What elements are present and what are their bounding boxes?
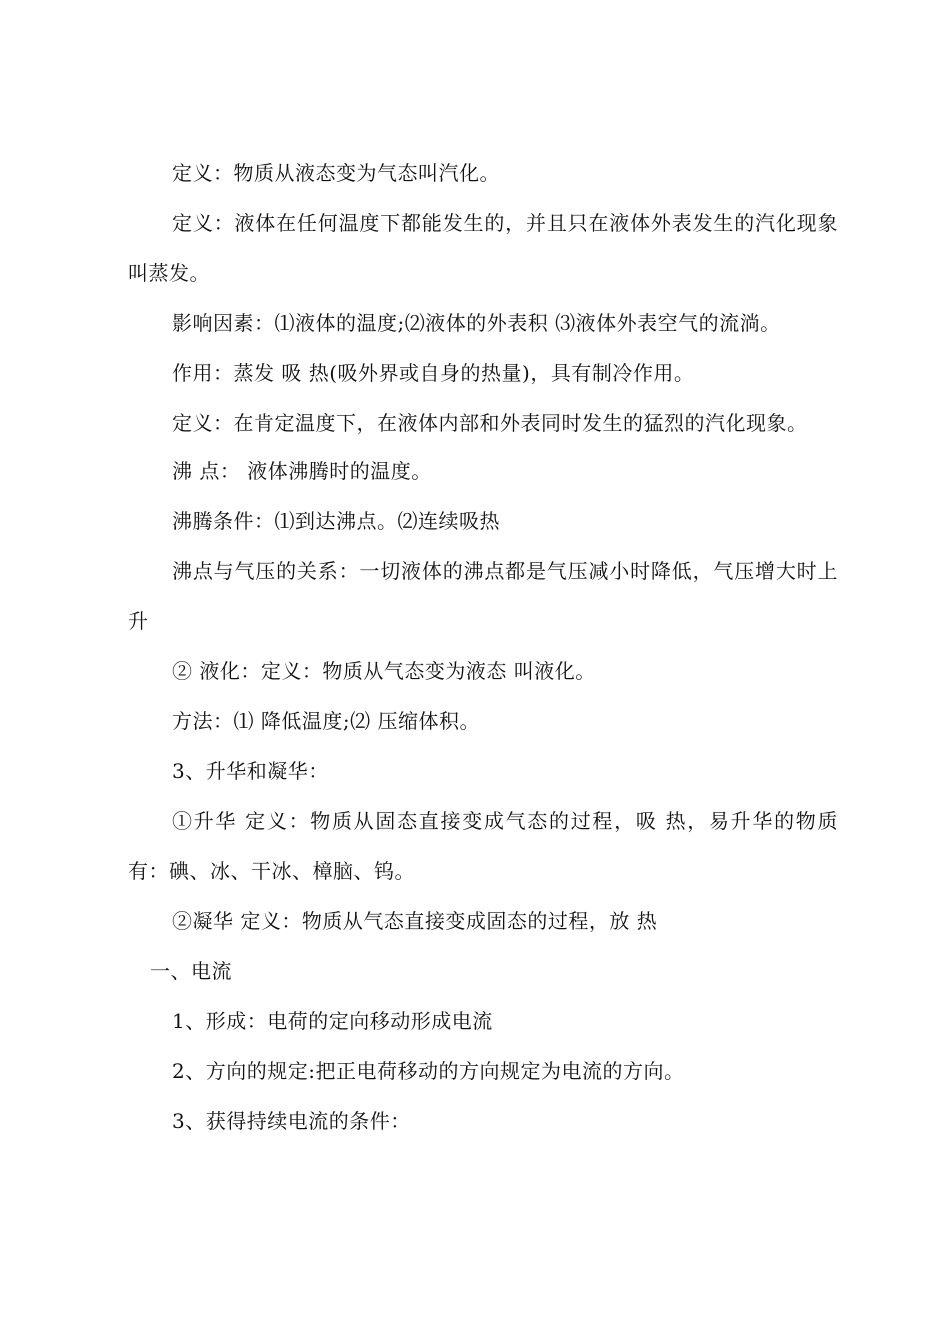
heading-sublimation-deposition: 3、升华和凝华： (172, 759, 329, 783)
paragraph-current-formation: 1、形成：电荷的定向移动形成电流 (172, 1009, 493, 1033)
paragraph-boiling-definition: 定义：在肯定温度下，在液体内部和外表同时发生的猛烈的汽化现象。 (172, 411, 808, 435)
heading-electric-current: 一、电流 (150, 959, 232, 983)
paragraph-liquefaction-methods: 方法：⑴ 降低温度;⑵ 压缩体积。 (172, 709, 480, 733)
paragraph-liquefaction-definition: ② 液化：定义：物质从气态变为液态 叫液化。 (172, 659, 596, 683)
paragraph-sublimation-definition: ①升华 定义：物质从固态直接变成气态的过程，吸 热，易升华的物质有：碘、冰、干冰、樟脑、钨。 (128, 809, 838, 883)
paragraph-boiling-conditions: 沸腾条件：⑴到达沸点。⑵连续吸热 (172, 509, 500, 533)
paragraph-evaporation-definition: 定义：液体在任何温度下都能发生的，并且只在液体外表发生的汽化现象 叫蒸发。 (128, 211, 838, 285)
paragraph-boiling-pressure-relation: 沸点与气压的关系：一切液体的沸点都是气压减小时降低，气压增大时上升 (128, 559, 838, 633)
paragraph-vaporization-definition: 定义：物质从液态变为气态叫汽化。 (172, 161, 500, 185)
paragraph-current-direction: 2、方向的规定:把正电荷移动的方向规定为电流的方向。 (172, 1059, 685, 1083)
paragraph-deposition-definition: ②凝华 定义：物质从气态直接变成固态的过程，放 热 (172, 909, 658, 933)
paragraph-evaporation-factors: 影响因素：⑴液体的温度;⑵液体的外表积 ⑶液体外表空气的流淌。 (172, 311, 781, 335)
paragraph-evaporation-effect: 作用：蒸发 吸 热(吸外界或自身的热量)，具有制冷作用。 (172, 361, 695, 385)
paragraph-continuous-current-conditions: 3、获得持续电流的条件： (172, 1109, 411, 1133)
paragraph-boiling-point: 沸 点： 液体沸腾时的温度。 (172, 459, 432, 483)
